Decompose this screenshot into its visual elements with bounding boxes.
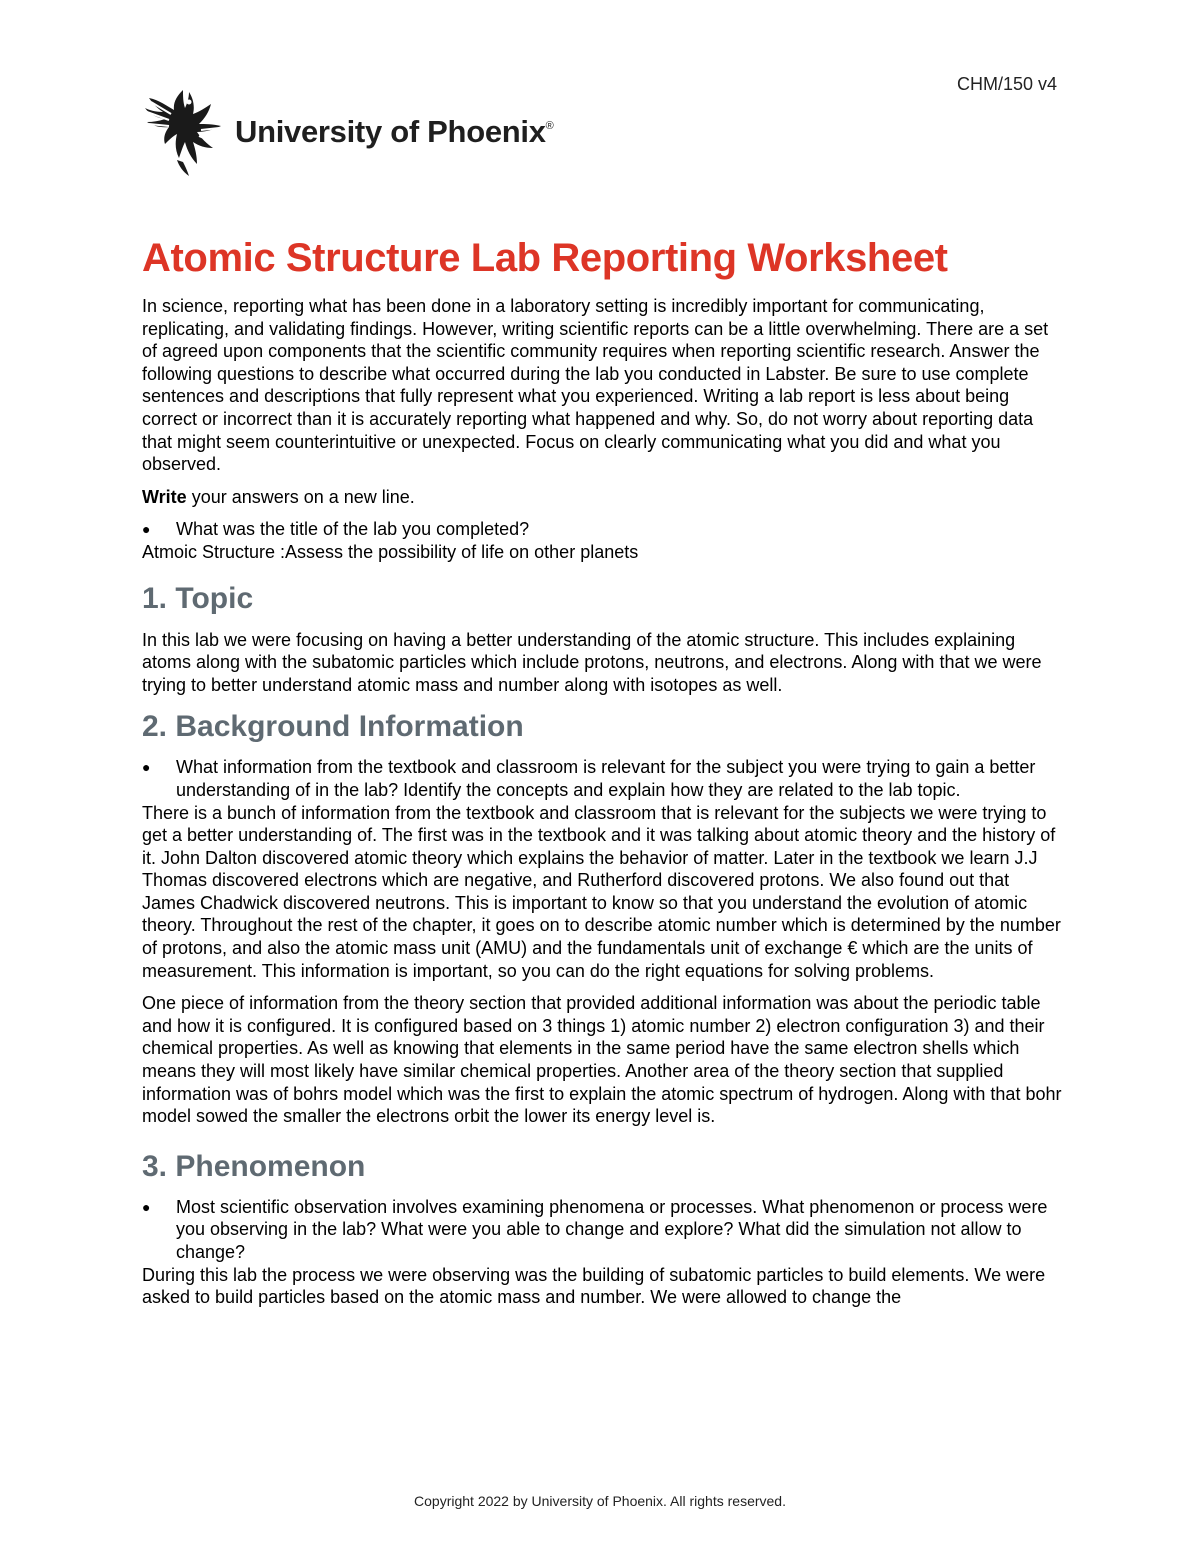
- phoenix-logo-icon: [143, 86, 229, 178]
- logo-wordmark: [235, 114, 553, 150]
- background-answer-1: There is a bunch of information from the textbook and classroom that is relevant for the subjects we were trying to get a better understanding of. The first was in the textbook and it was talking about atomic theory and the history of it. John Dalton discovered atomic theory which explains the behavior of matter. Later in the textbook we learn J.J Thomas discovered electrons which are negative, and Rutherford discovered protons. We also found out that James Chadwick discovered neutrons. This is important to know so that you understand the evolution of atomic theory. Throughout the rest of the chapter, it goes on to describe atomic number which is determined by the number of protons, and also the atomic mass unit (AMU) and the fundamentals unit of exchange € which are the units of measurement. This information is important, so you can do the right equations for solving problems.: [142, 802, 1061, 981]
- page-title: Atomic Structure Lab Reporting Worksheet: [142, 236, 948, 280]
- bullet-icon: ●: [142, 521, 151, 538]
- section-heading-phenomenon: 3. Phenomenon: [142, 1149, 366, 1183]
- bullet-icon: ●: [142, 1198, 151, 1215]
- background-answer-2: One piece of information from the theory section that provided additional information was about the periodic table and how it is configured. It is configured based on 3 things 1) atomic number 2) electron configuration 3) and their chemical properties. As well as knowing that elements in the same period have the same electron shells which means they will most likely have similar chemical properties. Another area of the theory section that supplied information was of bohrs model which was the first to explain the atomic spectrum of hydrogen. Along with that bohr model sowed the smaller the electrons orbit the lower its energy level is.: [142, 993, 1062, 1127]
- instruction-text: your answers on a new line.: [186, 486, 415, 507]
- lab-title-question-text: What was the title of the lab you completed?: [176, 519, 530, 540]
- phenomenon-question: [142, 1196, 1062, 1264]
- instruction-bold: Write: [142, 486, 187, 507]
- intro-paragraph: In science, reporting what has been done in a laboratory setting is incredibly important for communicating, replicating, and validating findings. However, writing scientific reports can be a little overwhelming. There are a set of agreed upon components that the scientific community requires when reporting scientific research. Answer the following questions to describe what occurred during the lab you conducted in Labster. Be sure to use complete sentences and descriptions that fully represent what you experienced. Writing a lab report is less about being correct or incorrect than it is accurately reporting what happened and why. So, do not worry about reporting data that might seem counterintuitive or unexpected. Focus on clearly communicating what you did and what you observed.: [142, 296, 1049, 475]
- phenomenon-question-text: Most scientific observation involves examining phenomena or processes. What phenomenon or process were you observing in the lab? What were you able to change and explore? What did the simulation not allow to change?: [176, 1196, 1048, 1262]
- background-question-text: What information from the textbook and classroom is relevant for the subject you were trying to gain a better understanding of in the lab? Identify the concepts and explain how they are related to the lab topic.: [176, 757, 1036, 800]
- course-code: CHM/150 v4: [956, 74, 1057, 94]
- lab-title-question: [142, 518, 1062, 541]
- registered-mark: ®: [545, 120, 554, 132]
- instruction-line: [142, 486, 1062, 509]
- phenomenon-answer: During this lab the process we were observing was the building of subatomic particles to build elements. We were asked to build particles based on the atomic mass and number. We were allowed to change the: [142, 1264, 1046, 1308]
- document-content: [142, 236, 1062, 1309]
- section-heading-background: 2. Background Information: [142, 710, 524, 744]
- background-question: [142, 756, 1062, 801]
- university-logo: [143, 86, 553, 178]
- copyright-footer: Copyright 2022 by University of Phoenix. All rights reserved.: [414, 1493, 786, 1509]
- lab-title-answer: Atmoic Structure :Assess the possibility of life on other planets: [142, 541, 639, 562]
- section-heading-topic: 1. Topic: [142, 581, 254, 615]
- topic-answer: In this lab we were focusing on having a better understanding of the atomic structure. This includes explaining atoms along with the subatomic particles which include protons, neutrons, and electrons. Along with that we were trying to better understand atomic mass and number along with isotopes as well.: [142, 629, 1042, 695]
- logo-text: University of Phoenix: [235, 114, 546, 149]
- bullet-icon: ●: [142, 759, 151, 776]
